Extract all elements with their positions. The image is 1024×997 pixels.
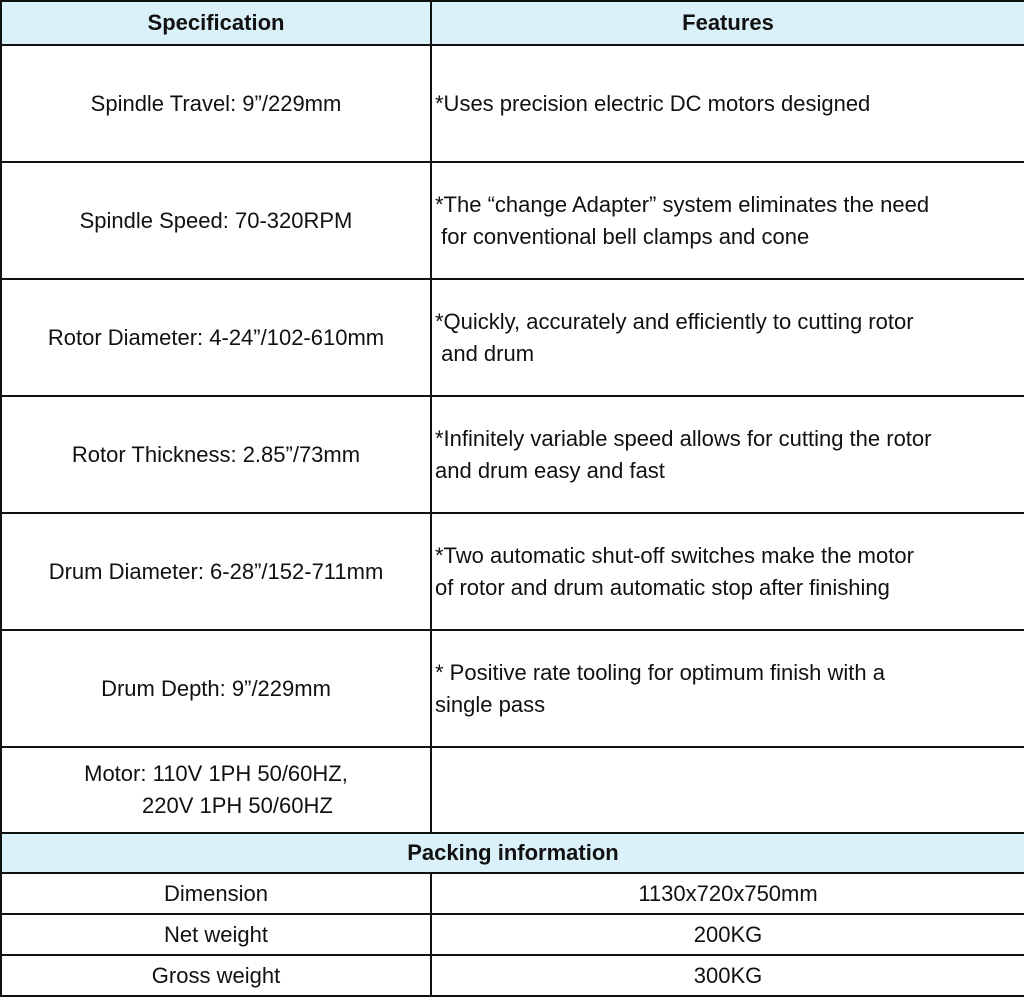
- feature-line: single pass: [435, 691, 546, 717]
- packing-label: Gross weight: [1, 955, 431, 996]
- specification-header: Specification: [1, 1, 431, 45]
- header-row: [1, 1, 1024, 45]
- table-row: [1, 45, 1024, 162]
- spec-cell: Drum Diameter: 6-28”/152-711mm: [1, 513, 431, 630]
- spec-cell: Rotor Diameter: 4-24”/102-610mm: [1, 279, 431, 396]
- table-row: [1, 396, 1024, 513]
- packing-row: [1, 955, 1024, 996]
- feature-line: *Quickly, accurately and efficiently to cutting rotor: [435, 308, 914, 334]
- feature-cell: [431, 45, 1024, 162]
- table-row: [1, 162, 1024, 279]
- packing-row: [1, 873, 1024, 914]
- motor-row: [1, 747, 1024, 833]
- feature-cell: [431, 396, 1024, 513]
- feature-line: of rotor and drum automatic stop after finishing: [435, 574, 890, 600]
- feature-line: *Infinitely variable speed allows for cutting the rotor: [435, 425, 932, 451]
- packing-value: 200KG: [431, 914, 1024, 955]
- feature-line: *The “change Adapter” system eliminates the need: [435, 191, 930, 217]
- packing-title: Packing information: [1, 833, 1024, 873]
- table-row: [1, 630, 1024, 747]
- feature-cell: [431, 513, 1024, 630]
- packing-label: Net weight: [1, 914, 431, 955]
- feature-line: *Uses precision electric DC motors designed: [435, 90, 871, 116]
- motor-line: 220V 1PH 50/60HZ: [99, 793, 333, 818]
- features-header: Features: [431, 1, 1024, 45]
- feature-line: and drum: [435, 340, 535, 366]
- packing-value: 1130x720x750mm: [431, 873, 1024, 914]
- spec-cell: Spindle Travel: 9”/229mm: [1, 45, 431, 162]
- feature-line: and drum easy and fast: [435, 457, 665, 483]
- packing-label: Dimension: [1, 873, 431, 914]
- motor-line: Motor: 110V 1PH 50/60HZ,: [84, 761, 348, 786]
- empty-feature-cell: [431, 747, 1024, 833]
- spec-cell: Drum Depth: 9”/229mm: [1, 630, 431, 747]
- feature-cell: [431, 162, 1024, 279]
- feature-line: * Positive rate tooling for optimum finish with a: [435, 659, 885, 685]
- feature-cell: [431, 279, 1024, 396]
- packing-header-row: [1, 833, 1024, 873]
- spec-cell: Rotor Thickness: 2.85”/73mm: [1, 396, 431, 513]
- packing-row: [1, 914, 1024, 955]
- table-row: [1, 513, 1024, 630]
- packing-value: 300KG: [431, 955, 1024, 996]
- table-row: [1, 279, 1024, 396]
- feature-line: for conventional bell clamps and cone: [435, 223, 810, 249]
- spec-cell: Spindle Speed: 70-320RPM: [1, 162, 431, 279]
- feature-cell: [431, 630, 1024, 747]
- motor-spec-cell: [1, 747, 431, 833]
- feature-line: *Two automatic shut-off switches make the motor: [435, 542, 914, 568]
